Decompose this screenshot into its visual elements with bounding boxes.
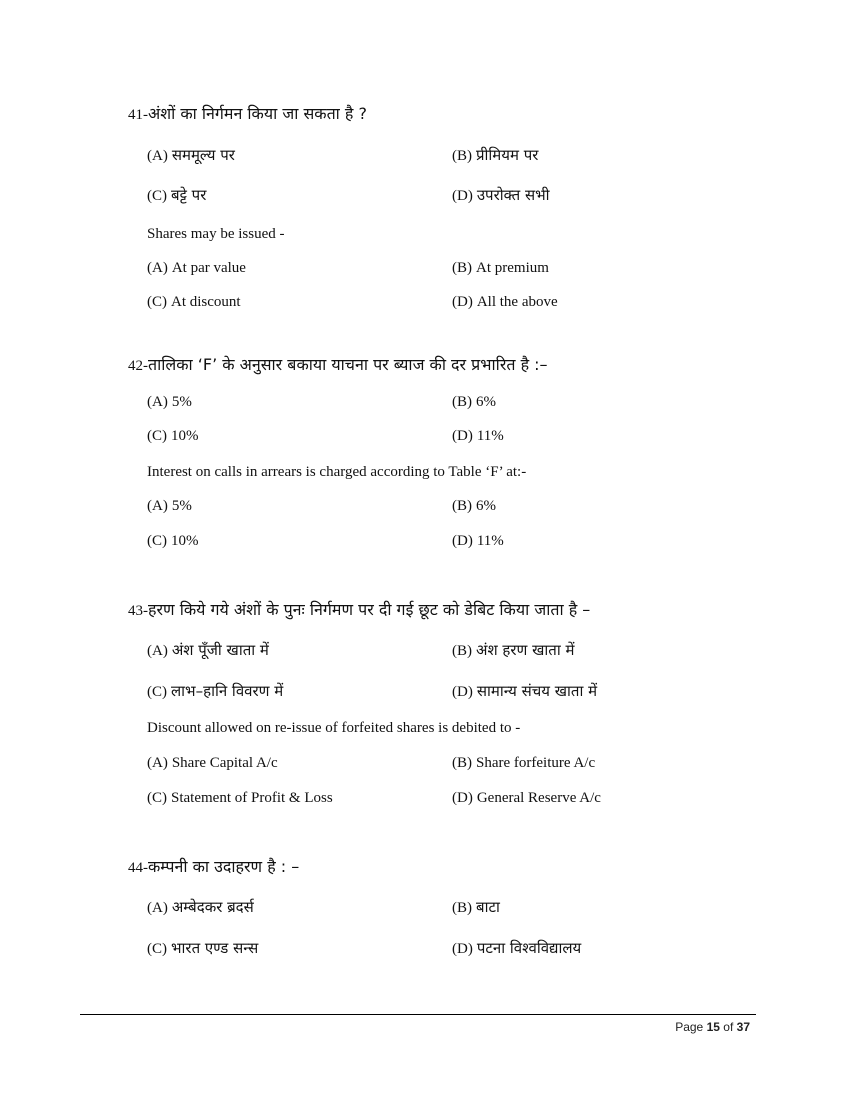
q41-english-option-b: (B) At premium — [452, 260, 549, 276]
q41-english-option-d: (D) All the above — [452, 294, 558, 310]
q43-english-option-a: (A) Share Capital A/c — [147, 755, 278, 771]
question-41-english: Shares may be issued - — [147, 226, 285, 242]
q43-english-option-c: (C) Statement of Profit & Loss — [147, 790, 333, 806]
question-43-english: Discount allowed on re-issue of forfeited shares is debited to - — [147, 720, 521, 736]
q42-english-option-b: (B) 6% — [452, 498, 496, 514]
q43-english-option-b: (B) Share forfeiture A/c — [452, 755, 596, 771]
q44-hindi-option-a: (A) अम्बेदकर ब्रदर्स — [147, 898, 254, 916]
q41-english-option-a: (A) At par value — [147, 260, 246, 276]
question-41-hindi: 41-अंशों का निर्गमन किया जा सकता है ? — [128, 104, 367, 123]
question-42-hindi: 42-तालिका ‘F’ के अनुसार बकाया याचना पर ब्याज की दर प्रभारित है :– — [128, 355, 548, 374]
q41-hindi-option-c: (C) बट्टे पर — [147, 186, 207, 204]
q42-english-option-c: (C) 10% — [147, 533, 199, 549]
question-44-hindi: 44-कम्पनी का उदाहरण है : – — [128, 857, 300, 876]
q41-hindi-option-a: (A) सममूल्य पर — [147, 146, 235, 164]
q43-hindi-option-b: (B) अंश हरण खाता में — [452, 641, 575, 659]
q42-hindi-option-c: (C) 10% — [147, 428, 199, 444]
q42-english-option-a: (A) 5% — [147, 498, 192, 514]
q42-hindi-option-a: (A) 5% — [147, 394, 192, 410]
q43-hindi-option-c: (C) लाभ–हानि विवरण में — [147, 682, 284, 700]
q43-hindi-option-d: (D) सामान्य संचय खाता में — [452, 682, 598, 700]
q41-hindi-option-d: (D) उपरोक्त सभी — [452, 186, 550, 204]
question-43-hindi: 43-हरण किये गये अंशों के पुनः निर्गमण पर दी गई छूट को डेबिट किया जाता है – — [128, 600, 591, 619]
q42-hindi-option-d: (D) 11% — [452, 428, 504, 444]
page-number: Page 15 of 37 — [675, 1020, 750, 1034]
q43-hindi-option-a: (A) अंश पूँजी खाता में — [147, 641, 269, 659]
q41-hindi-option-b: (B) प्रीमियम पर — [452, 146, 539, 164]
q42-hindi-option-b: (B) 6% — [452, 394, 496, 410]
q43-english-option-d: (D) General Reserve A/c — [452, 790, 601, 806]
q42-english-option-d: (D) 11% — [452, 533, 504, 549]
q44-hindi-option-d: (D) पटना विश्वविद्यालय — [452, 939, 582, 957]
q41-english-option-c: (C) At discount — [147, 294, 241, 310]
q44-hindi-option-b: (B) बाटा — [452, 898, 500, 916]
footer-divider — [80, 1014, 756, 1015]
q44-hindi-option-c: (C) भारत एण्ड सन्स — [147, 939, 259, 957]
question-42-english: Interest on calls in arrears is charged according to Table ‘F’ at:- — [147, 464, 527, 480]
